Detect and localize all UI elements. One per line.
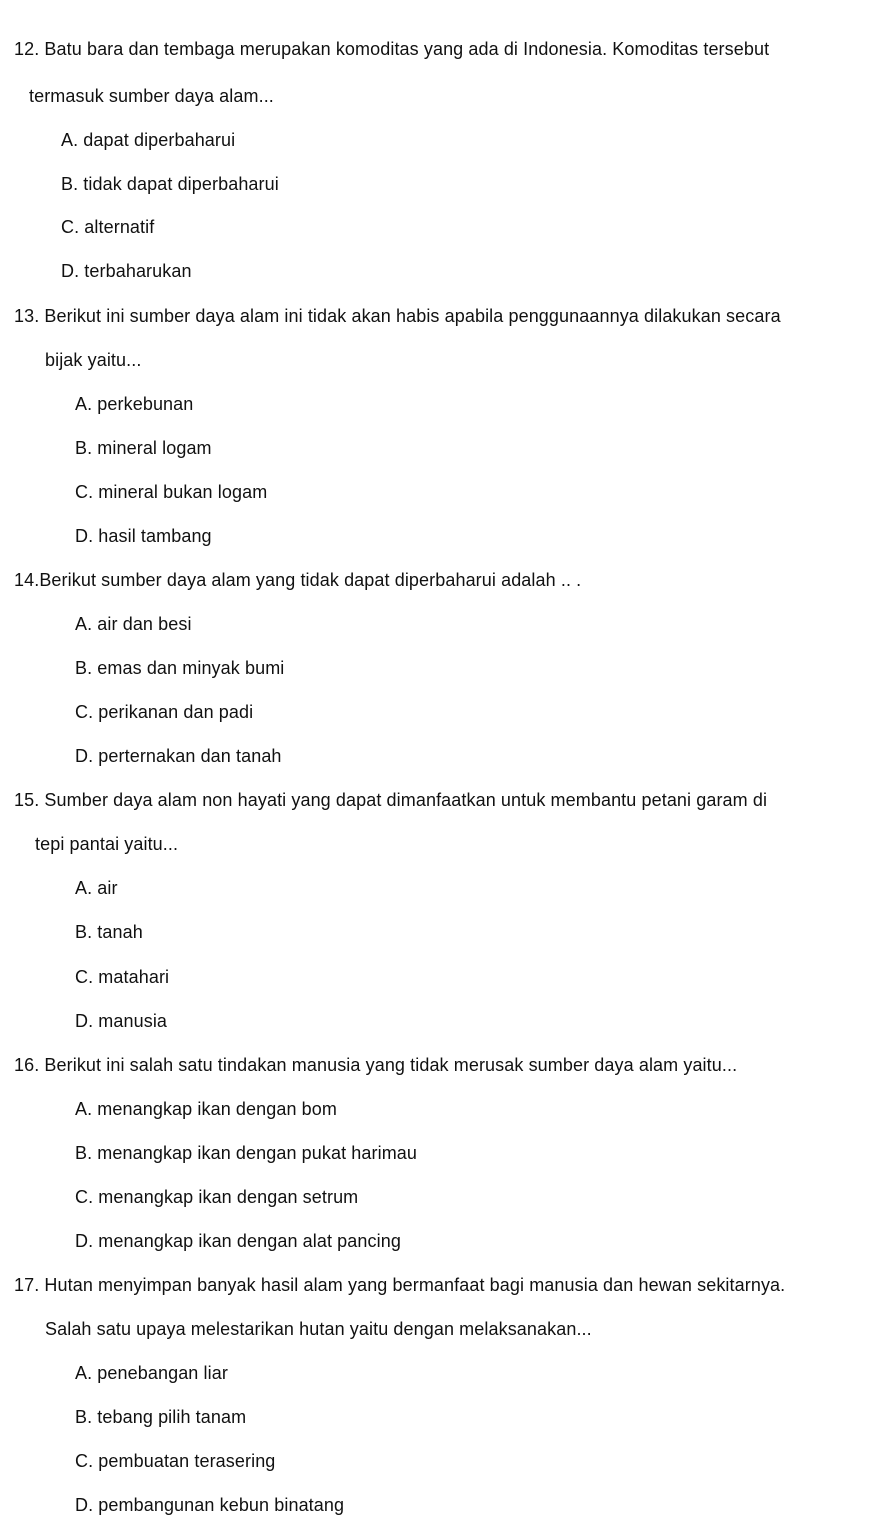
- question-15-stem-line2: tepi pantai yaitu...: [35, 834, 179, 854]
- question-14-option-d: D. perternakan dan tanah: [75, 746, 282, 766]
- question-12-stem-line1: 12. Batu bara dan tembaga merupakan komoditas yang ada di Indonesia. Komoditas tersebut: [14, 39, 770, 59]
- question-12-option-c: C. alternatif: [61, 217, 155, 237]
- question-15-option-b: B. tanah: [75, 922, 143, 942]
- question-15-option-d: D. manusia: [75, 1011, 168, 1031]
- question-17-option-b: B. tebang pilih tanam: [75, 1407, 247, 1427]
- question-13-option-a: A. perkebunan: [75, 394, 194, 414]
- question-15-option-a: A. air: [75, 878, 118, 898]
- question-13-stem-line1: 13. Berikut ini sumber daya alam ini tidak akan habis apabila penggunaannya dilakukan secara: [14, 306, 781, 326]
- question-14-stem-line1: 14.Berikut sumber daya alam yang tidak dapat diperbaharui adalah .. .: [14, 570, 582, 590]
- question-16-option-a: A. menangkap ikan dengan bom: [75, 1099, 337, 1119]
- question-12-option-d: D. terbaharukan: [61, 261, 192, 281]
- question-12-option-a: A. dapat diperbaharui: [61, 130, 236, 150]
- question-17-option-a: A. penebangan liar: [75, 1363, 228, 1383]
- question-13-stem-line2: bijak yaitu...: [45, 350, 142, 370]
- question-16-stem-line1: 16. Berikut ini salah satu tindakan manusia yang tidak merusak sumber daya alam yaitu...: [14, 1055, 738, 1075]
- question-13-option-c: C. mineral bukan logam: [75, 482, 268, 502]
- question-13-option-d: D. hasil tambang: [75, 526, 212, 546]
- question-17-option-c: C. pembuatan terasering: [75, 1451, 276, 1471]
- question-14-option-a: A. air dan besi: [75, 614, 192, 634]
- question-17-stem-line2: Salah satu upaya melestarikan hutan yaitu dengan melaksanakan...: [45, 1319, 592, 1339]
- question-14-option-c: C. perikanan dan padi: [75, 702, 254, 722]
- question-16-option-c: C. menangkap ikan dengan setrum: [75, 1187, 359, 1207]
- question-17-stem-line1: 17. Hutan menyimpan banyak hasil alam yang bermanfaat bagi manusia dan hewan sekitarnya.: [14, 1275, 786, 1295]
- question-16-option-d: D. menangkap ikan dengan alat pancing: [75, 1231, 401, 1251]
- question-13-option-b: B. mineral logam: [75, 438, 212, 458]
- question-12-option-b: B. tidak dapat diperbaharui: [61, 174, 279, 194]
- question-16-option-b: B. menangkap ikan dengan pukat harimau: [75, 1143, 418, 1163]
- question-15-option-c: C. matahari: [75, 967, 170, 987]
- question-12-stem-line2: termasuk sumber daya alam...: [29, 86, 274, 106]
- question-14-option-b: B. emas dan minyak bumi: [75, 658, 285, 678]
- question-17-option-d: D. pembangunan kebun binatang: [75, 1495, 345, 1515]
- question-15-stem-line1: 15. Sumber daya alam non hayati yang dapat dimanfaatkan untuk membantu petani garam di: [14, 790, 768, 810]
